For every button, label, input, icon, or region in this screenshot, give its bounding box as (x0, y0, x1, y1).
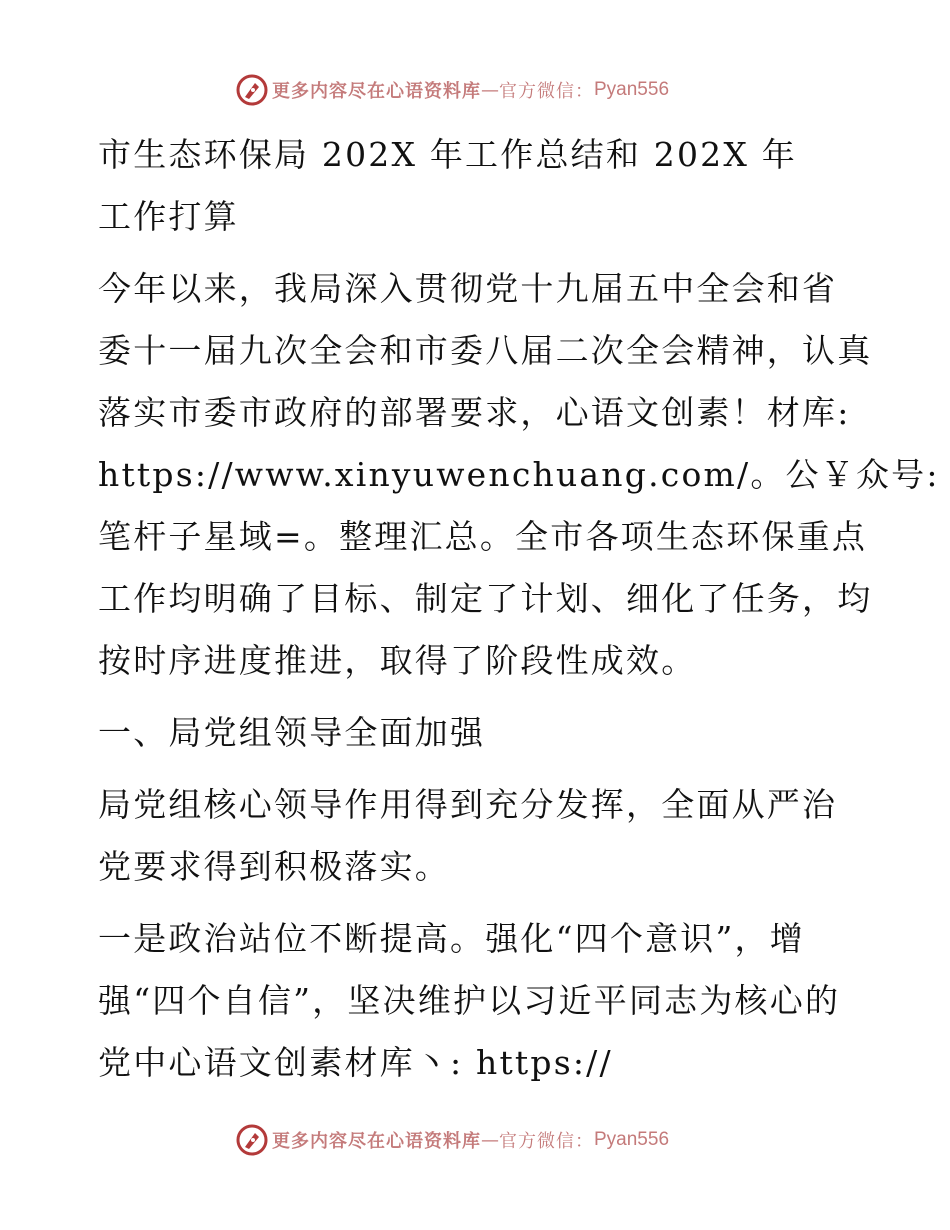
red-pen-nib-logo-icon (236, 1124, 268, 1156)
paragraph-1-line: 工作均明确了目标、制定了计划、细化了任务，均 (98, 579, 873, 618)
document-title-line-2: 工作打算 (98, 197, 239, 236)
paragraph-3-line: 强“四个自信”，坚决维护以习近平同志为核心的 (98, 981, 841, 1020)
paragraph-3-line: 一是政治站位不断提高。强化“四个意识”，增 (98, 919, 805, 958)
banner-wechat-label: 官方微信： (499, 81, 594, 102)
banner-wechat-id: Pyan556 (594, 1129, 670, 1150)
paragraph-1-line: https://www.xinyuwenchuang.com/。公￥众号: (98, 455, 940, 494)
banner-separator: — (481, 79, 499, 101)
paragraph-1-line: 笔杆子星域=。整理汇总。全市各项生态环保重点 (98, 517, 868, 556)
paragraph-1-line: 按时序进度推进，取得了阶段性成效。 (98, 641, 697, 680)
paragraph-1-line: 委十一届九次全会和市委八届二次全会精神，认真 (98, 331, 873, 370)
document-title-line-1: 市生态环保局 202X 年工作总结和 202X 年 (98, 135, 797, 174)
banner-main-text: 更多内容尽在心语资料库 (272, 81, 481, 102)
paragraph-2-line: 局党组核心领导作用得到充分发挥，全面从严治 (98, 785, 838, 824)
banner-separator: — (481, 1129, 499, 1151)
paragraph-2-line: 党要求得到积极落实。 (98, 847, 450, 886)
banner-wechat-label: 官方微信： (499, 1131, 594, 1152)
header-banner (236, 72, 669, 108)
footer-banner (236, 1122, 669, 1158)
banner-wechat-id: Pyan556 (594, 79, 670, 100)
red-pen-nib-logo-icon (236, 74, 268, 106)
section-heading: 一、局党组领导全面加强 (98, 713, 486, 752)
paragraph-1-line: 落实市委市政府的部署要求，心语文创素！材库: (98, 393, 851, 432)
paragraph-3-line: 党中心语文创素材库丶: https:// (98, 1043, 613, 1082)
document-body (98, 124, 940, 1094)
banner-main-text: 更多内容尽在心语资料库 (272, 1131, 481, 1152)
paragraph-1-line: 今年以来，我局深入贯彻党十九届五中全会和省 (98, 269, 838, 308)
